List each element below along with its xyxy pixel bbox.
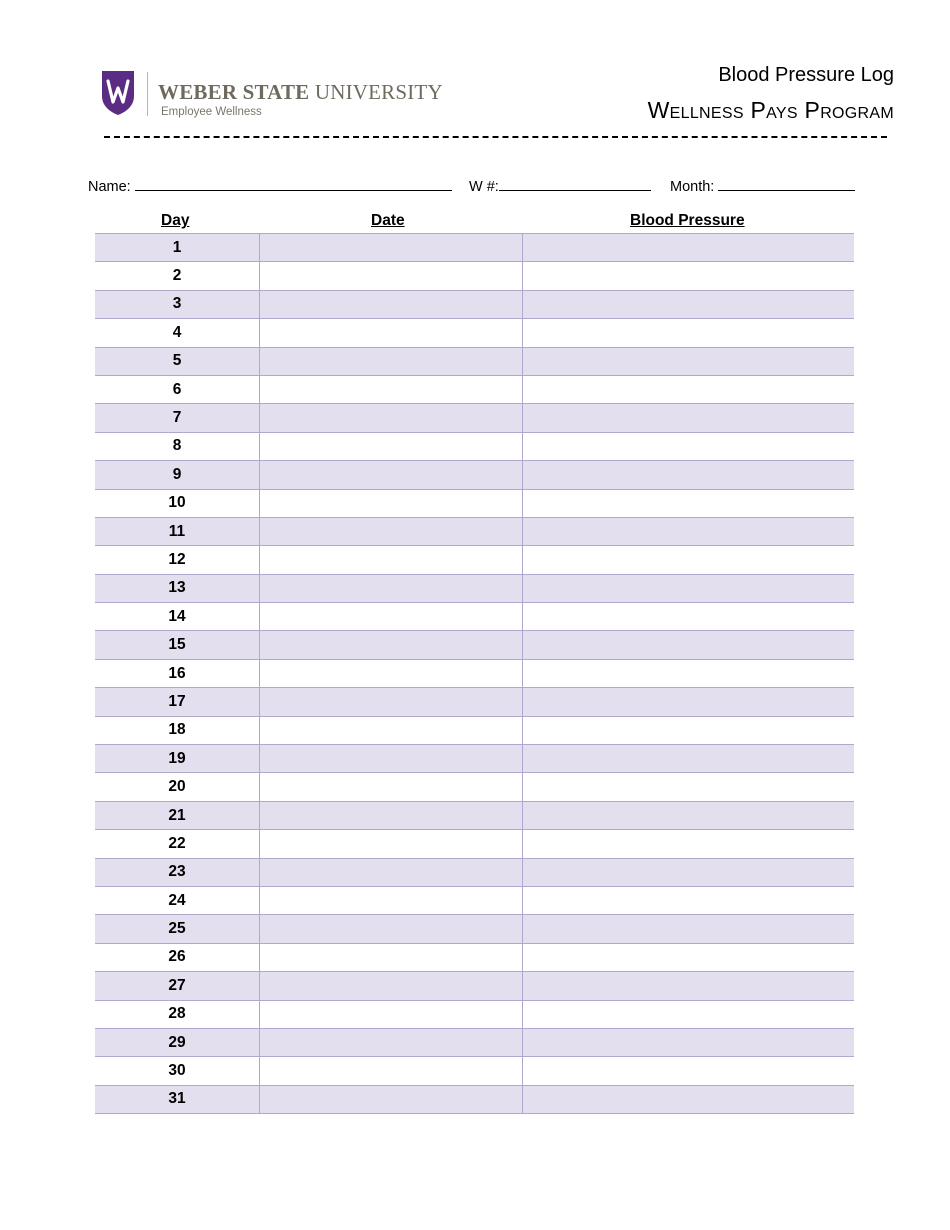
date-cell[interactable] [260,290,523,318]
blood-pressure-cell[interactable] [523,716,855,744]
table-row [95,830,854,858]
blood-pressure-cell[interactable] [523,319,855,347]
day-cell: 6 [95,375,260,403]
day-cell: 13 [95,574,260,602]
date-cell[interactable] [260,461,523,489]
blood-pressure-cell[interactable] [523,886,855,914]
table-row [95,546,854,574]
day-cell: 22 [95,830,260,858]
day-cell: 18 [95,716,260,744]
blood-pressure-cell[interactable] [523,830,855,858]
date-cell[interactable] [260,404,523,432]
department-name: Employee Wellness [161,106,262,118]
university-name: WEBER STATE UNIVERSITY [158,80,443,104]
date-cell[interactable] [260,659,523,687]
table-row [95,517,854,545]
document-title: Blood Pressure Log [718,64,894,86]
date-cell[interactable] [260,886,523,914]
blood-pressure-cell[interactable] [523,489,855,517]
month-field[interactable] [670,176,855,195]
table-row [95,688,854,716]
blood-pressure-cell[interactable] [523,1000,855,1028]
blood-pressure-cell[interactable] [523,262,855,290]
table-row [95,432,854,460]
w-number-field[interactable] [469,176,651,195]
w-number-label: W #: [469,179,499,195]
dashed-separator [104,136,887,138]
day-cell: 21 [95,801,260,829]
date-cell[interactable] [260,517,523,545]
table-row [95,234,854,262]
blood-pressure-cell[interactable] [523,517,855,545]
date-cell[interactable] [260,915,523,943]
day-cell: 28 [95,1000,260,1028]
date-cell[interactable] [260,375,523,403]
blood-pressure-cell[interactable] [523,801,855,829]
date-cell[interactable] [260,234,523,262]
day-cell: 17 [95,688,260,716]
blood-pressure-cell[interactable] [523,375,855,403]
table-row [95,1000,854,1028]
table-row [95,886,854,914]
date-cell[interactable] [260,432,523,460]
date-cell[interactable] [260,1057,523,1085]
date-cell[interactable] [260,858,523,886]
table-row [95,943,854,971]
table-row [95,319,854,347]
table-row [95,972,854,1000]
day-cell: 19 [95,745,260,773]
table-row [95,659,854,687]
date-cell[interactable] [260,546,523,574]
blood-pressure-cell[interactable] [523,972,855,1000]
logo-divider [147,72,148,116]
blood-pressure-cell[interactable] [523,631,855,659]
date-cell[interactable] [260,830,523,858]
table-row [95,375,854,403]
table-row [95,404,854,432]
blood-pressure-cell[interactable] [523,432,855,460]
w-number-line[interactable] [499,176,651,191]
blood-pressure-cell[interactable] [523,1028,855,1056]
month-line[interactable] [718,176,855,191]
day-cell: 29 [95,1028,260,1056]
blood-pressure-cell[interactable] [523,1085,855,1113]
table-row [95,716,854,744]
date-header: Date [371,212,405,229]
blood-pressure-log-table [95,233,854,1114]
table-row [95,603,854,631]
day-cell: 11 [95,517,260,545]
day-cell: 14 [95,603,260,631]
blood-pressure-cell[interactable] [523,234,855,262]
day-cell: 25 [95,915,260,943]
date-cell[interactable] [260,1028,523,1056]
date-cell[interactable] [260,801,523,829]
day-cell: 5 [95,347,260,375]
blood-pressure-cell[interactable] [523,404,855,432]
date-cell[interactable] [260,716,523,744]
day-cell: 16 [95,659,260,687]
day-header: Day [161,212,190,229]
date-cell[interactable] [260,631,523,659]
blood-pressure-header: Blood Pressure [630,212,745,229]
table-row [95,858,854,886]
blood-pressure-cell[interactable] [523,603,855,631]
day-cell: 4 [95,319,260,347]
table-row [95,1085,854,1113]
table-row [95,631,854,659]
blood-pressure-cell[interactable] [523,659,855,687]
date-cell[interactable] [260,773,523,801]
day-cell: 8 [95,432,260,460]
day-cell: 1 [95,234,260,262]
date-cell[interactable] [260,1000,523,1028]
day-cell: 3 [95,290,260,318]
name-line[interactable] [135,176,452,191]
name-field[interactable] [88,176,452,195]
day-cell: 23 [95,858,260,886]
table-row [95,574,854,602]
day-cell: 10 [95,489,260,517]
date-cell[interactable] [260,745,523,773]
table-row [95,1057,854,1085]
date-cell[interactable] [260,319,523,347]
day-cell: 15 [95,631,260,659]
table-row [95,347,854,375]
blood-pressure-cell[interactable] [523,915,855,943]
day-cell: 7 [95,404,260,432]
day-cell: 26 [95,943,260,971]
date-cell[interactable] [260,489,523,517]
wsu-shield-icon [101,70,135,116]
table-row [95,773,854,801]
blood-pressure-cell[interactable] [523,858,855,886]
blood-pressure-cell[interactable] [523,745,855,773]
blood-pressure-cell[interactable] [523,290,855,318]
blood-pressure-cell[interactable] [523,1057,855,1085]
blood-pressure-cell[interactable] [523,943,855,971]
date-cell[interactable] [260,603,523,631]
date-cell[interactable] [260,688,523,716]
table-row [95,801,854,829]
day-cell: 30 [95,1057,260,1085]
blood-pressure-cell[interactable] [523,574,855,602]
day-cell: 12 [95,546,260,574]
table-row [95,489,854,517]
date-cell[interactable] [260,574,523,602]
blood-pressure-cell[interactable] [523,546,855,574]
date-cell[interactable] [260,347,523,375]
date-cell[interactable] [260,943,523,971]
blood-pressure-cell[interactable] [523,347,855,375]
table-row [95,1028,854,1056]
table-row [95,461,854,489]
day-cell: 20 [95,773,260,801]
month-label: Month: [670,179,715,195]
date-cell[interactable] [260,1085,523,1113]
day-cell: 9 [95,461,260,489]
blood-pressure-cell[interactable] [523,773,855,801]
table-row [95,290,854,318]
day-cell: 24 [95,886,260,914]
blood-pressure-cell[interactable] [523,688,855,716]
blood-pressure-cell[interactable] [523,461,855,489]
name-label: Name: [88,179,131,195]
day-cell: 27 [95,972,260,1000]
header-right [648,62,894,124]
date-cell[interactable] [260,262,523,290]
date-cell[interactable] [260,972,523,1000]
day-cell: 2 [95,262,260,290]
table-row [95,915,854,943]
program-name: Wellness Pays Program [647,97,894,123]
day-cell: 31 [95,1085,260,1113]
table-row [95,262,854,290]
table-row [95,745,854,773]
